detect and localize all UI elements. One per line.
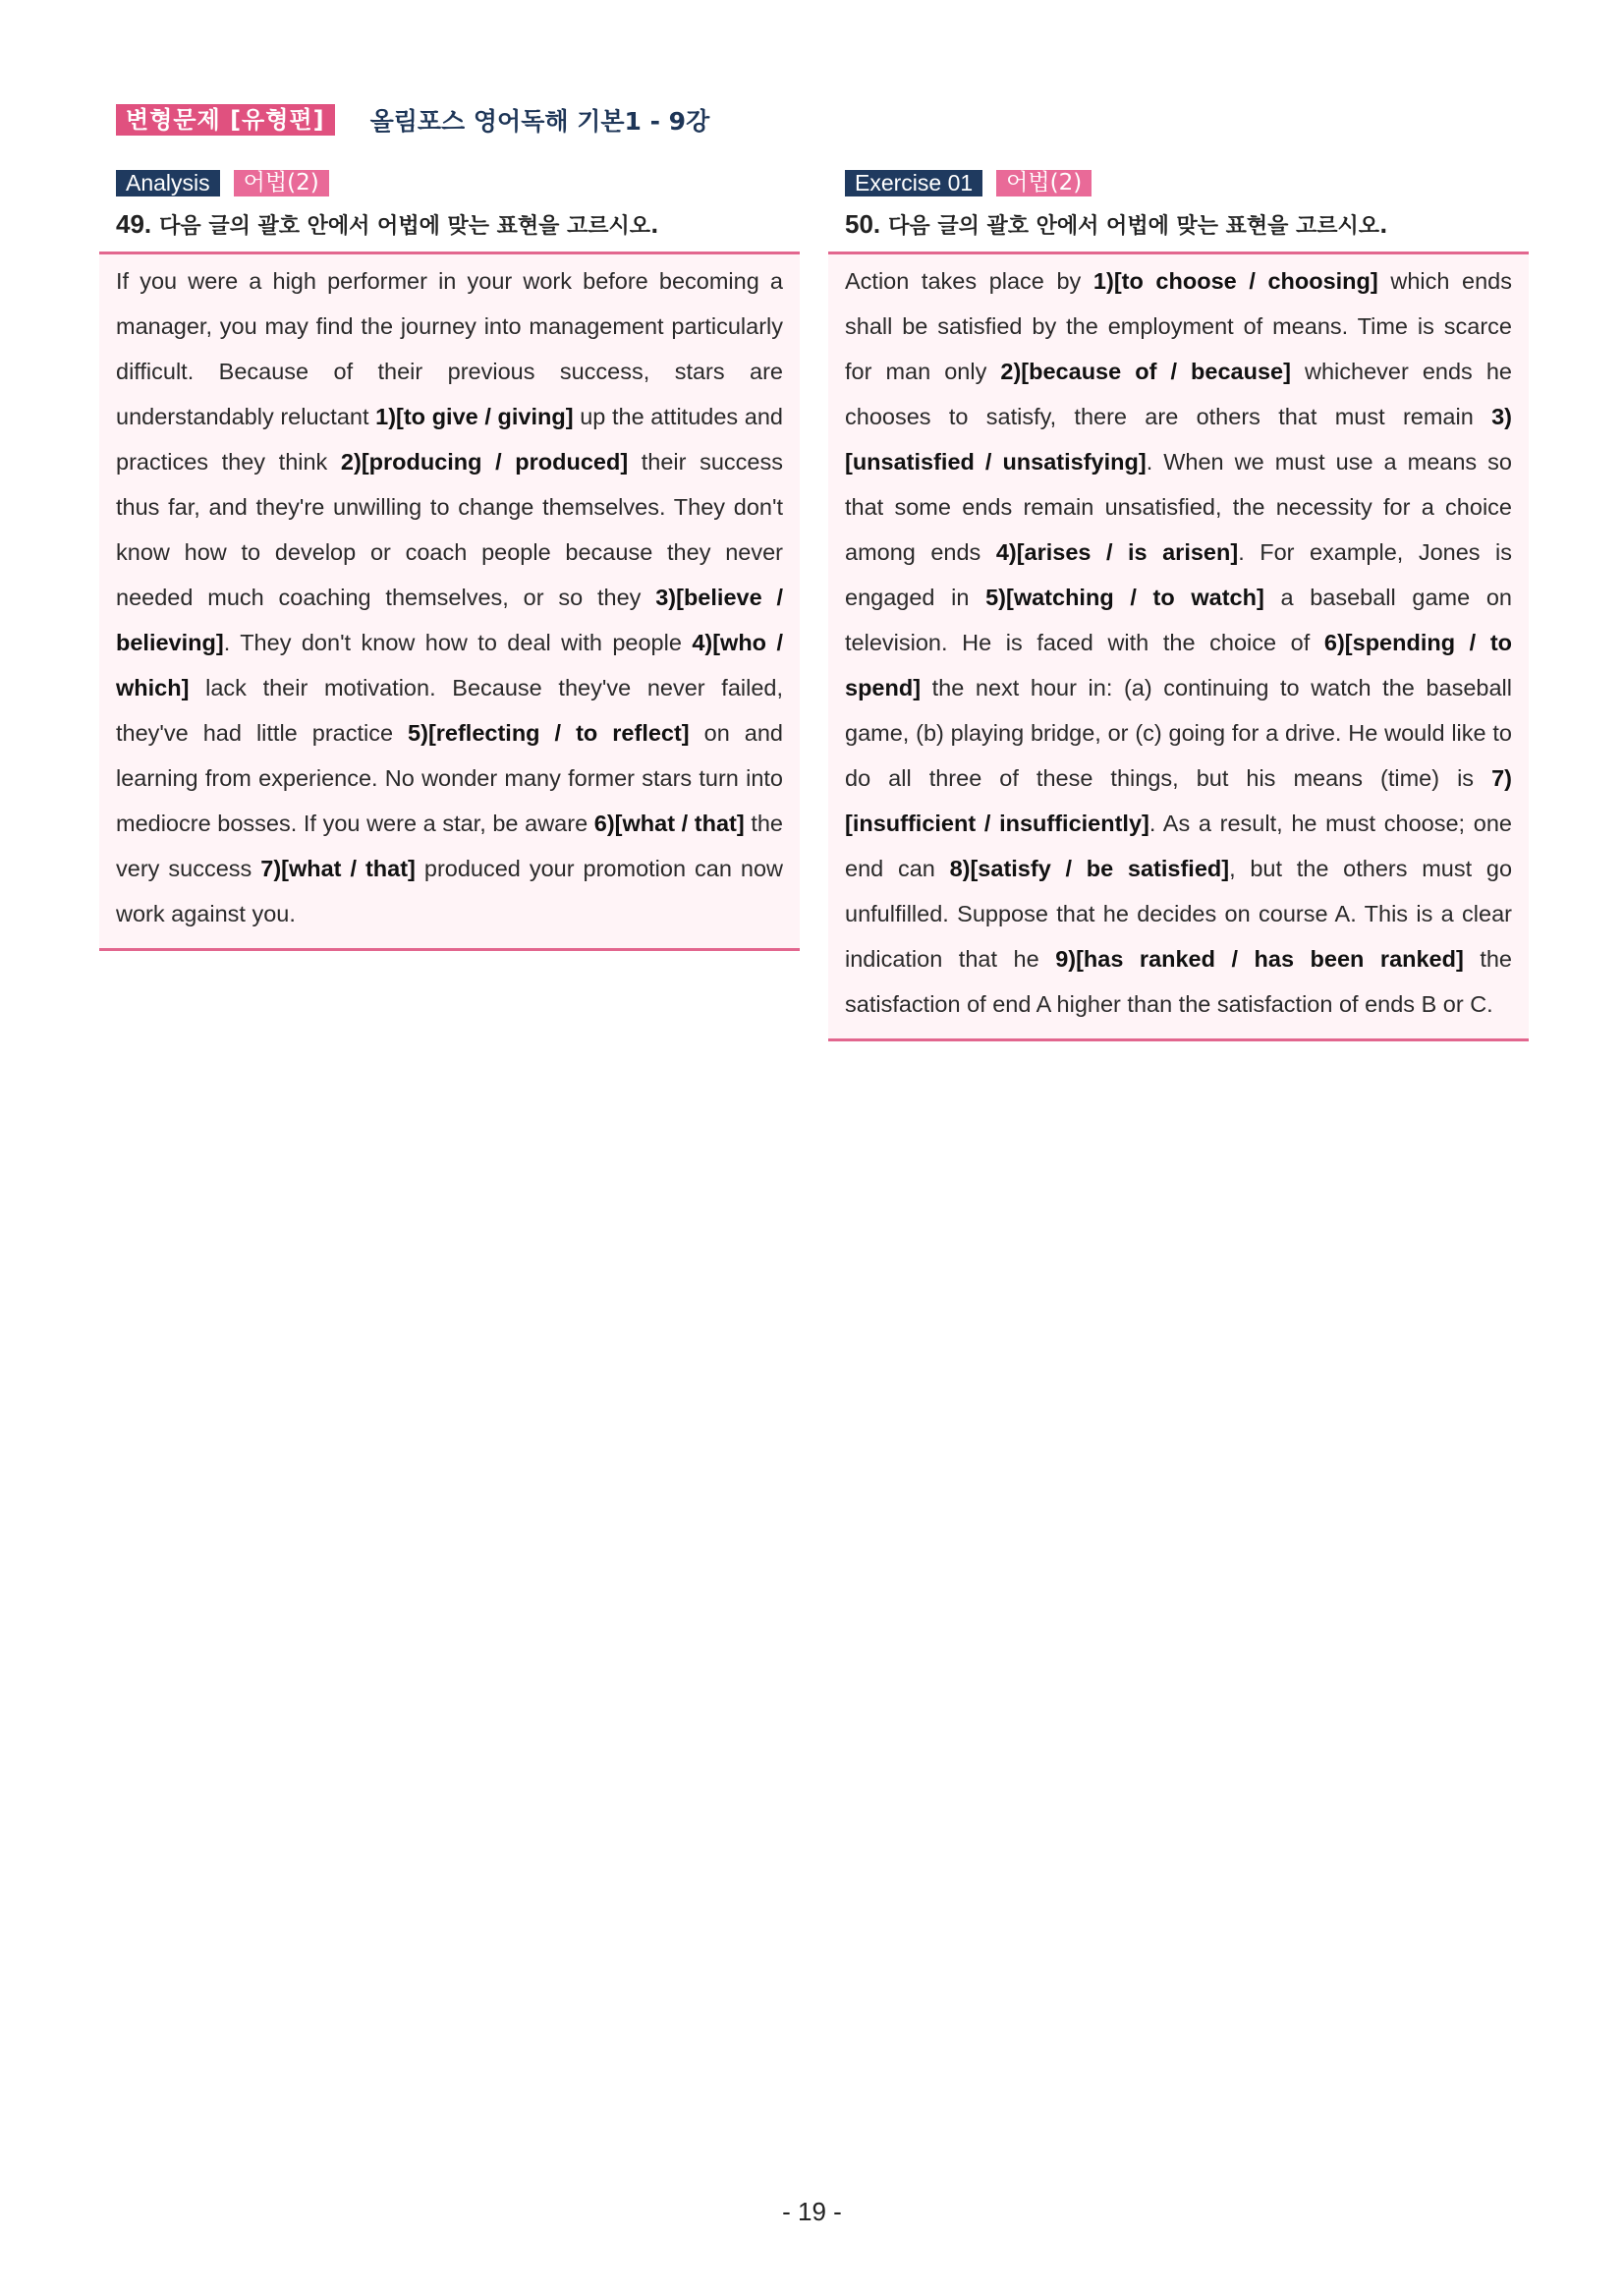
left-column [99,169,800,951]
grammar-choice: 5)[reflecting / to reflect] [408,720,690,746]
passage-box [99,252,800,951]
passage-text [845,258,1512,1027]
passage-box [828,252,1529,1041]
grammar-choice: 8)[satisfy / be satisfied] [949,856,1230,881]
grammar-choice: 4)[who / which] [116,630,783,700]
grammar-choice: 6)[what / that] [593,811,745,836]
grammar-choice: 3)[unsatisfied / unsatisfying] [845,404,1512,475]
passage-segment: which ends shall be satisfied by the employment of means. Time is scarce for man only [845,268,1512,384]
passage-segment: . When we must use a means so that some ends remain unsatisfied, the necessity for a choice among ends [845,449,1513,565]
passage-segment: . They don't know how to deal with people [223,630,693,655]
analysis-label: Analysis [116,170,220,196]
passage-segment: Action takes place by [845,268,1093,294]
grammar-choice: 9)[has ranked / has been ranked] [1055,946,1464,972]
passage-segment: the very success [116,811,783,881]
section-tag: 변형문제 [유형편] [116,104,335,136]
right-column [828,169,1529,1041]
passage-segment: . For example, Jones is engaged in [845,539,1512,610]
grammar-choice: 4)[arises / is arisen] [995,539,1239,565]
question-50 [828,206,1529,242]
page-header [116,102,709,138]
passage-segment: lack their motivation. Because they've never failed, they've had little practice [116,675,783,746]
grammar-choice: 3)[believe / believing] [116,585,783,655]
page-number: - 19 - [782,2197,842,2226]
grammar-choice: 6)[spending / to spend] [845,630,1513,700]
grammar-choice: 1)[to choose / choosing] [1092,268,1378,294]
grammar-choice: 2)[producing / produced] [340,449,629,475]
question-number: 50. [845,208,881,239]
passage-segment: their success thus far, and they're unwilling to change themselves. They don't know how to develop or coach people because they never needed much coaching themselves, or so they [116,449,783,610]
passage-segment: the satisfaction of end A higher than the satisfaction of ends B or C. [845,946,1512,1017]
grammar-label: 어법(2) [234,170,329,196]
right-labels [828,169,1529,196]
passage-text [116,258,783,936]
grammar-choice: 7)[insufficient / insufficiently] [845,765,1512,836]
grammar-label: 어법(2) [996,170,1092,196]
left-labels [99,169,800,196]
passage-segment: If you were a high performer in your work before becoming a manager, you may find the journey into management particularly difficult. Because of their previous success, stars are understandably reluctant [116,268,783,429]
passage-segment: up the attitudes and practices they think [116,404,784,475]
grammar-choice: 1)[to give / giving] [375,404,574,429]
question-text: 다음 글의 괄호 안에서 어법에 맞는 표현을 고르시오. [888,213,1388,239]
passage-segment: , but the others must go unfulfilled. Suppose that he decides on course A. This is a clear indication that he [845,856,1513,972]
grammar-choice: 2)[because of / because] [1000,359,1291,384]
book-title: 올림포스 영어독해 기본1 - 9강 [369,107,710,136]
passage-segment: on and learning from experience. No wonder many former stars turn into mediocre bosses. If you were a star, be aware [116,720,784,836]
question-49 [99,206,800,242]
passage-segment: . As a result, he must choose; one end can [845,811,1512,881]
exercise-label: Exercise 01 [845,170,982,196]
grammar-choice: 7)[what / that] [260,856,416,881]
question-number: 49. [116,208,152,239]
passage-segment: produced your promotion can now work against you. [116,856,783,926]
passage-segment: whichever ends he chooses to satisfy, there are others that must remain [845,359,1512,429]
grammar-choice: 5)[watching / to watch] [985,585,1264,610]
passage-segment: a baseball game on television. He is faced with the choice of [845,585,1512,655]
passage-segment: the next hour in: (a) continuing to watch the baseball game, (b) playing bridge, or (c) going for a drive. He would like to do all three of these things, but his means (time) is [845,675,1512,791]
question-text: 다음 글의 괄호 안에서 어법에 맞는 표현을 고르시오. [159,213,659,239]
